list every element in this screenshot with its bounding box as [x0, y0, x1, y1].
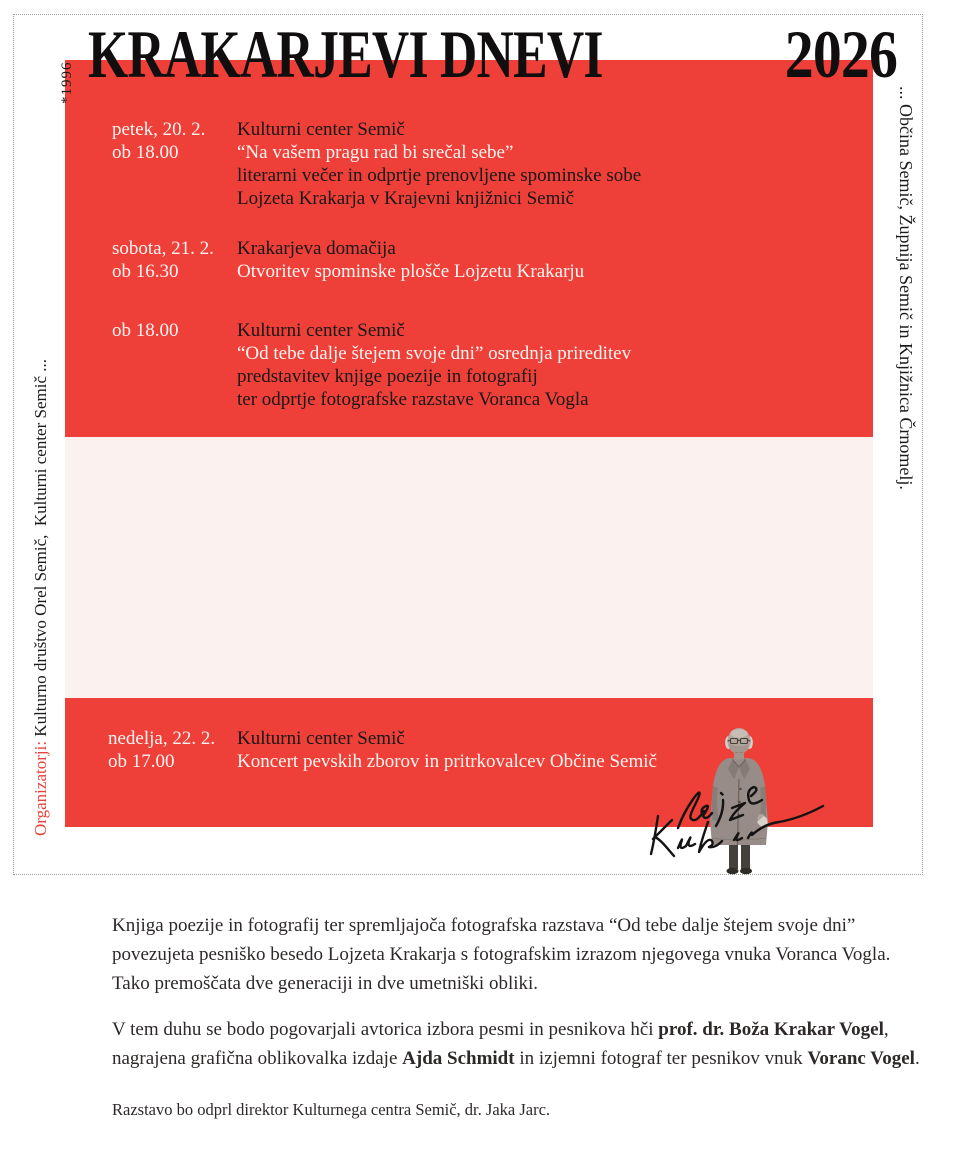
event-description [237, 118, 920, 210]
title-bar [88, 16, 898, 92]
event-time: ob 18.00 [112, 320, 179, 341]
event-time: ob 16.30 [112, 261, 179, 282]
poster-year: 2026 [785, 16, 898, 92]
event-detail: Lojzeta Krakarja v Krajevni knjižnici Semič [237, 188, 575, 209]
text-segment: , nagrajena grafična oblikovalka izdaje [112, 1019, 889, 1069]
event-date: petek, 20. 2. [112, 119, 206, 140]
event-detail: ter odprtje fotografske razstave Voranca Vogla [237, 389, 589, 410]
description-section [65, 872, 946, 1172]
organizers-names: Kulturno društvo Orel Semič, Kulturni center Semič ... [31, 359, 50, 741]
event-date-time [112, 118, 237, 164]
event-venue: Krakarjeva domačija [237, 238, 396, 259]
event-friday [112, 118, 920, 210]
description-paragraph-1: Knjiga poezije in fotografij ter spremljajoča fotografska razstava “Od tebe dalje štejem svoje dni” povezujeta pesniško besedo Lojzeta Krakarja s fotografskim izrazom njegovega vnuka Voranca Vogla. Tako premoščata dve generaciji in dve umetniški obliki. [112, 915, 891, 994]
event-venue: Kulturni center Semič [237, 119, 405, 140]
poster-title: KRAKARJEVI DNEVI [88, 16, 603, 92]
event-time: ob 18.00 [112, 142, 179, 163]
event-title: Koncert pevskih zborov in pritrkovalcev Občine Semič [237, 751, 657, 772]
event-date: sobota, 21. 2. [112, 238, 214, 259]
founding-year-note: *1996 [59, 61, 75, 104]
event-detail: predstavitev knjige poezije in fotografij [237, 366, 538, 387]
event-venue: Kulturni center Semič [237, 728, 405, 749]
signature-lojze-krakar [648, 766, 838, 861]
organizers-label: Organizatorji: [31, 740, 50, 836]
person-name: Ajda Schmidt [402, 1048, 515, 1069]
event-date-time [112, 237, 237, 283]
description-paragraph-2 [112, 1015, 920, 1073]
person-name: Voranc Vogel [807, 1048, 915, 1069]
event-description [237, 237, 920, 283]
event-title: “Od tebe dalje štejem svoje dni” osrednja prireditev [237, 343, 632, 364]
event-date-time [112, 319, 237, 342]
text-segment: in izjemni fotograf ter pesnikov vnuk [514, 1048, 808, 1069]
event-venue: Kulturni center Semič [237, 320, 405, 341]
event-date-time [108, 727, 237, 773]
text-segment: . [914, 1048, 920, 1069]
organizers-left-text [31, 359, 51, 836]
event-detail: literarni večer in odprtje prenovljene spominske sobe [237, 165, 642, 186]
event-time: ob 17.00 [108, 751, 175, 772]
event-saturday-2 [112, 319, 920, 411]
event-title: “Na vašem pragu rad bi srečal sebe” [237, 142, 514, 163]
event-description [237, 319, 920, 411]
event-date: nedelja, 22. 2. [108, 728, 216, 749]
exhibition-note: Razstavo bo odprl direktor Kulturnega centra Semič, dr. Jaka Jarc. [112, 1100, 551, 1119]
event-saturday-1 [112, 237, 920, 283]
organizers-right-text: ... Občina Semič, Župnija Semič in Knjižnica Črnomelj. [896, 86, 916, 490]
event-title: Otvoritev spominske plošče Lojzetu Krakarju [237, 261, 585, 282]
text-segment: V tem duhu se bodo pogovarjali avtorica izbora pesmi in pesnikova hči [112, 1019, 659, 1040]
schedule-top [65, 60, 955, 495]
person-name: prof. dr. Boža Krakar Vogel [658, 1019, 884, 1040]
